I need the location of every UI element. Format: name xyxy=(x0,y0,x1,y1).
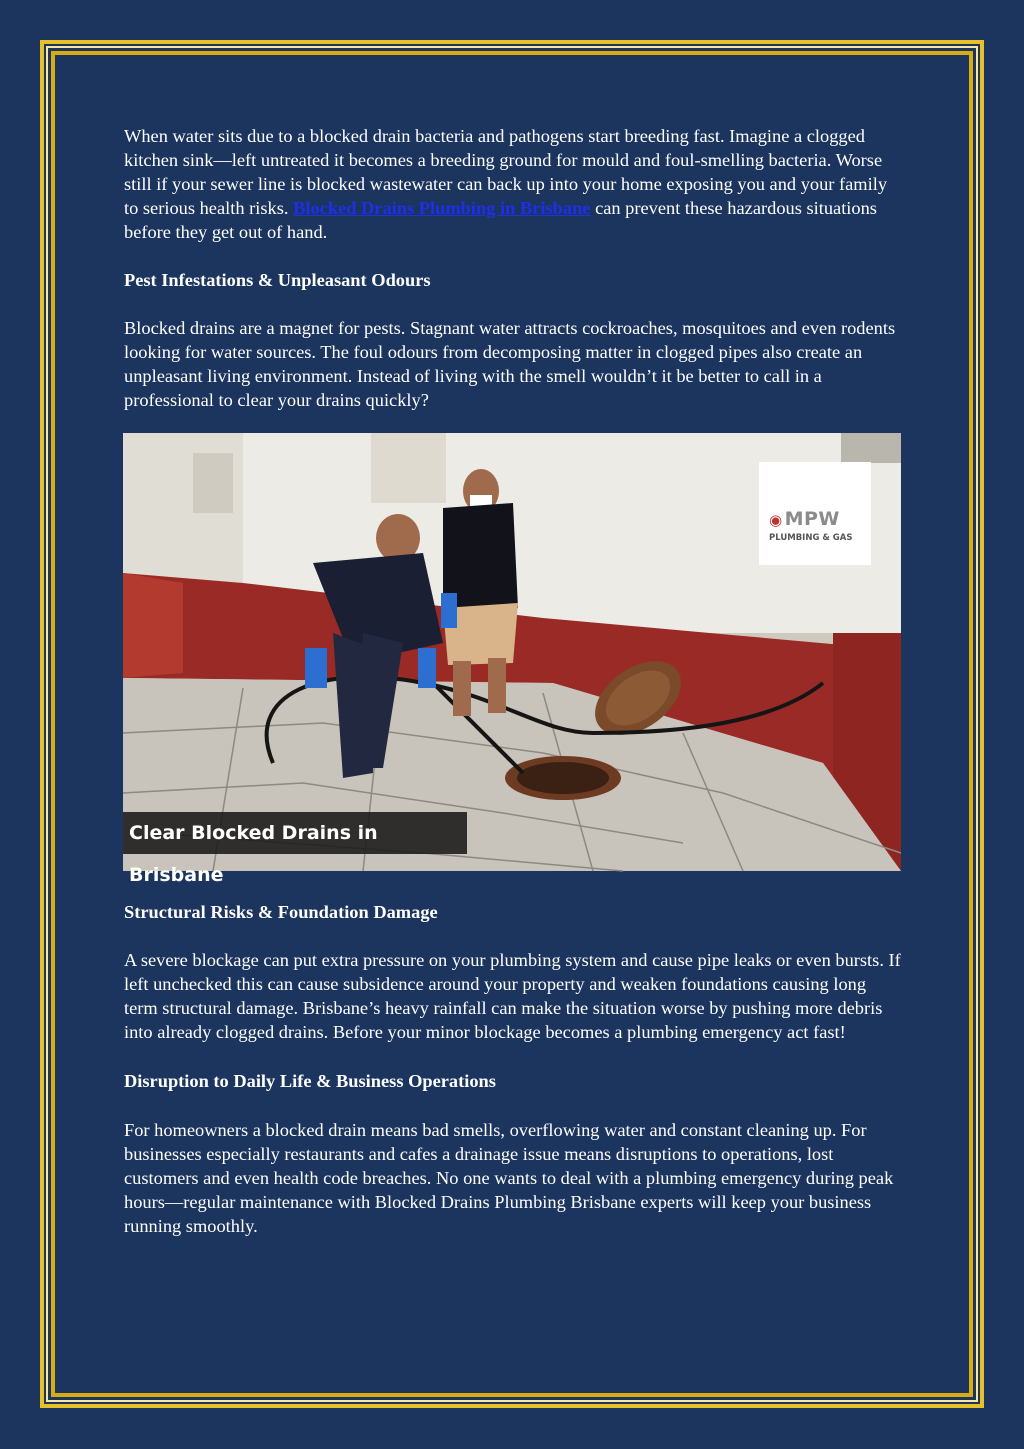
heading-structural-risks: Structural Risks & Foundation Damage xyxy=(124,902,438,922)
article-content xyxy=(124,124,904,412)
heading-disruption: Disruption to Daily Life & Business Operations xyxy=(124,1071,496,1091)
mpw-logo xyxy=(759,462,871,565)
pest-paragraph: Blocked drains are a magnet for pests. Stagnant water attracts cockroaches, mosquitoes and even rodents looking for water sources. The foul odours from decomposing matter in clogged pipes also create an unpleasant living environment. Instead of living with the smell wouldn’t it be better to call in a professional to clear your drains quickly? xyxy=(124,318,896,410)
intro-text: When water sits due to a blocked drain bacteria and pathogens start breeding fast. Imagine a clogged kitchen sink—left untreated it becomes a breeding ground for mould and foul-smelling bacteria. Worse still if your sewer line is blocked wastewater can back up into your home exposing you and your family to serious health risks. xyxy=(124,126,888,218)
article-content-lower xyxy=(124,900,904,1238)
drain-cleaning-photo xyxy=(123,433,901,886)
flame-drop-icon: ◉ xyxy=(769,511,783,529)
intro-paragraph xyxy=(124,124,904,244)
logo-name: MPW xyxy=(784,508,840,530)
structural-paragraph: A severe blockage can put extra pressure on your plumbing system and cause pipe leaks or even bursts. If left unchecked this can cause subsidence around your property and weaken foundations causing long term structural damage. Brisbane’s heavy rainfall can make the situation worse by pushing more debris into already clogged drains. Before your minor blockage becomes a plumbing emergency act fast! xyxy=(124,950,901,1042)
blocked-drains-link[interactable]: Blocked Drains Plumbing in Brisbane xyxy=(293,198,591,218)
photo-caption: Clear Blocked Drains in Brisbane xyxy=(123,812,467,854)
mpw-logo-mark xyxy=(769,508,840,530)
intro-text-end: can prevent these hazardous situations before they get out of hand. xyxy=(124,198,877,242)
logo-subtitle: PLUMBING & GAS xyxy=(769,533,853,543)
heading-pest-infestations: Pest Infestations & Unpleasant Odours xyxy=(124,270,431,290)
disruption-paragraph: For homeowners a blocked drain means bad smells, overflowing water and constant cleaning up. For businesses especially restaurants and cafes a drainage issue means disruptions to operations, lost customers and even health code breaches. No one wants to deal with a plumbing emergency during peak hours—regular maintenance with Blocked Drains Plumbing Brisbane experts will keep your business running smoothly. xyxy=(124,1120,894,1236)
